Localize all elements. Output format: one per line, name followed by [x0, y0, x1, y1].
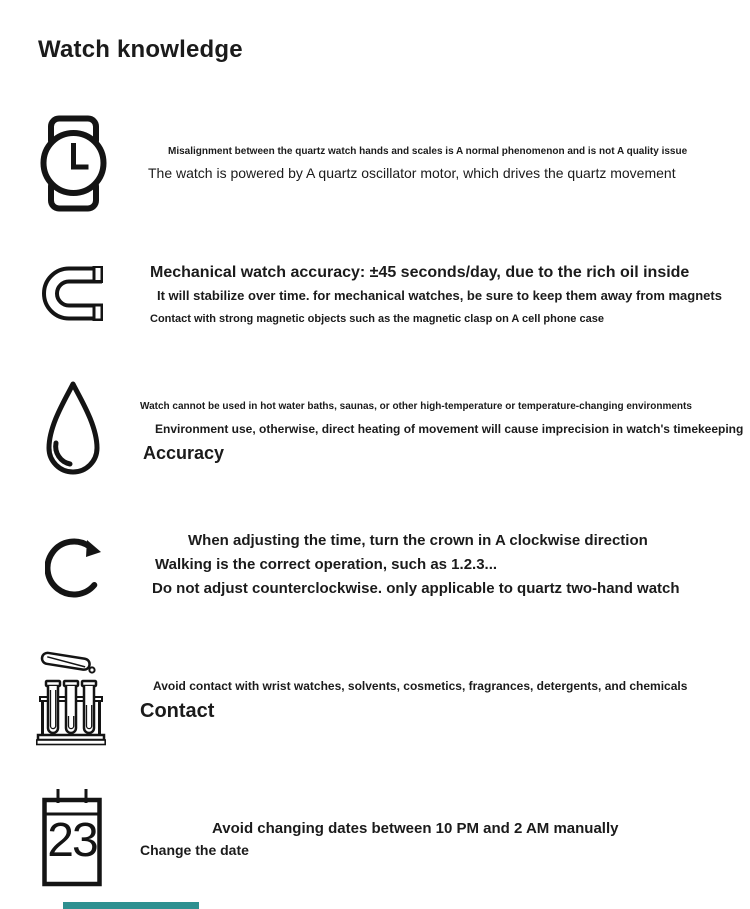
- watch-icon: [40, 115, 107, 217]
- quartz-headline: The watch is powered by A quartz oscillator motor, which drives the quartz movement: [148, 165, 676, 181]
- crown-headline: When adjusting the time, turn the crown in A clockwise direction: [188, 532, 648, 549]
- magnet-icon: [42, 266, 103, 326]
- magnet-headline: Mechanical watch accuracy: ±45 seconds/day, due to the rich oil inside: [150, 264, 690, 281]
- crown-warning: Do not adjust counterclockwise. only applicable to quartz two-hand watch: [152, 580, 680, 597]
- page-title: Watch knowledge: [38, 36, 243, 63]
- date-subline: Change the date: [140, 842, 249, 858]
- chemicals-note-small: Avoid contact with wrist watches, solvents, cosmetics, fragrances, detergents, and chemicals: [153, 679, 688, 693]
- rotate-clockwise-icon: [45, 528, 107, 609]
- temperature-subline: Environment use, otherwise, direct heating of movement will cause imprecision in watch's timekeeping: [155, 422, 744, 436]
- teal-accent-bar: [63, 902, 199, 909]
- magnet-subline: It will stabilize over time. for mechanical watches, be sure to keep them away from magnets: [157, 288, 722, 303]
- water-drop-icon: [44, 380, 102, 483]
- date-headline: Avoid changing dates between 10 PM and 2 AM manually: [212, 820, 619, 837]
- temperature-keyword: Accuracy: [143, 443, 225, 463]
- test-tubes-icon: [36, 648, 106, 751]
- calendar-day-number: 23: [47, 814, 97, 867]
- crown-subline: Walking is the correct operation, such as 1.2.3...: [155, 556, 498, 573]
- temperature-note-small: Watch cannot be used in hot water baths, saunas, or other high-temperature or temperature-changing environments: [140, 401, 692, 412]
- chemicals-keyword: Contact: [140, 700, 215, 722]
- quartz-note-small: Misalignment between the quartz watch hands and scales is A normal phenomenon and is not A quality issue: [168, 146, 688, 157]
- magnet-note-small: Contact with strong magnetic objects such as the magnetic clasp on A cell phone case: [150, 313, 604, 325]
